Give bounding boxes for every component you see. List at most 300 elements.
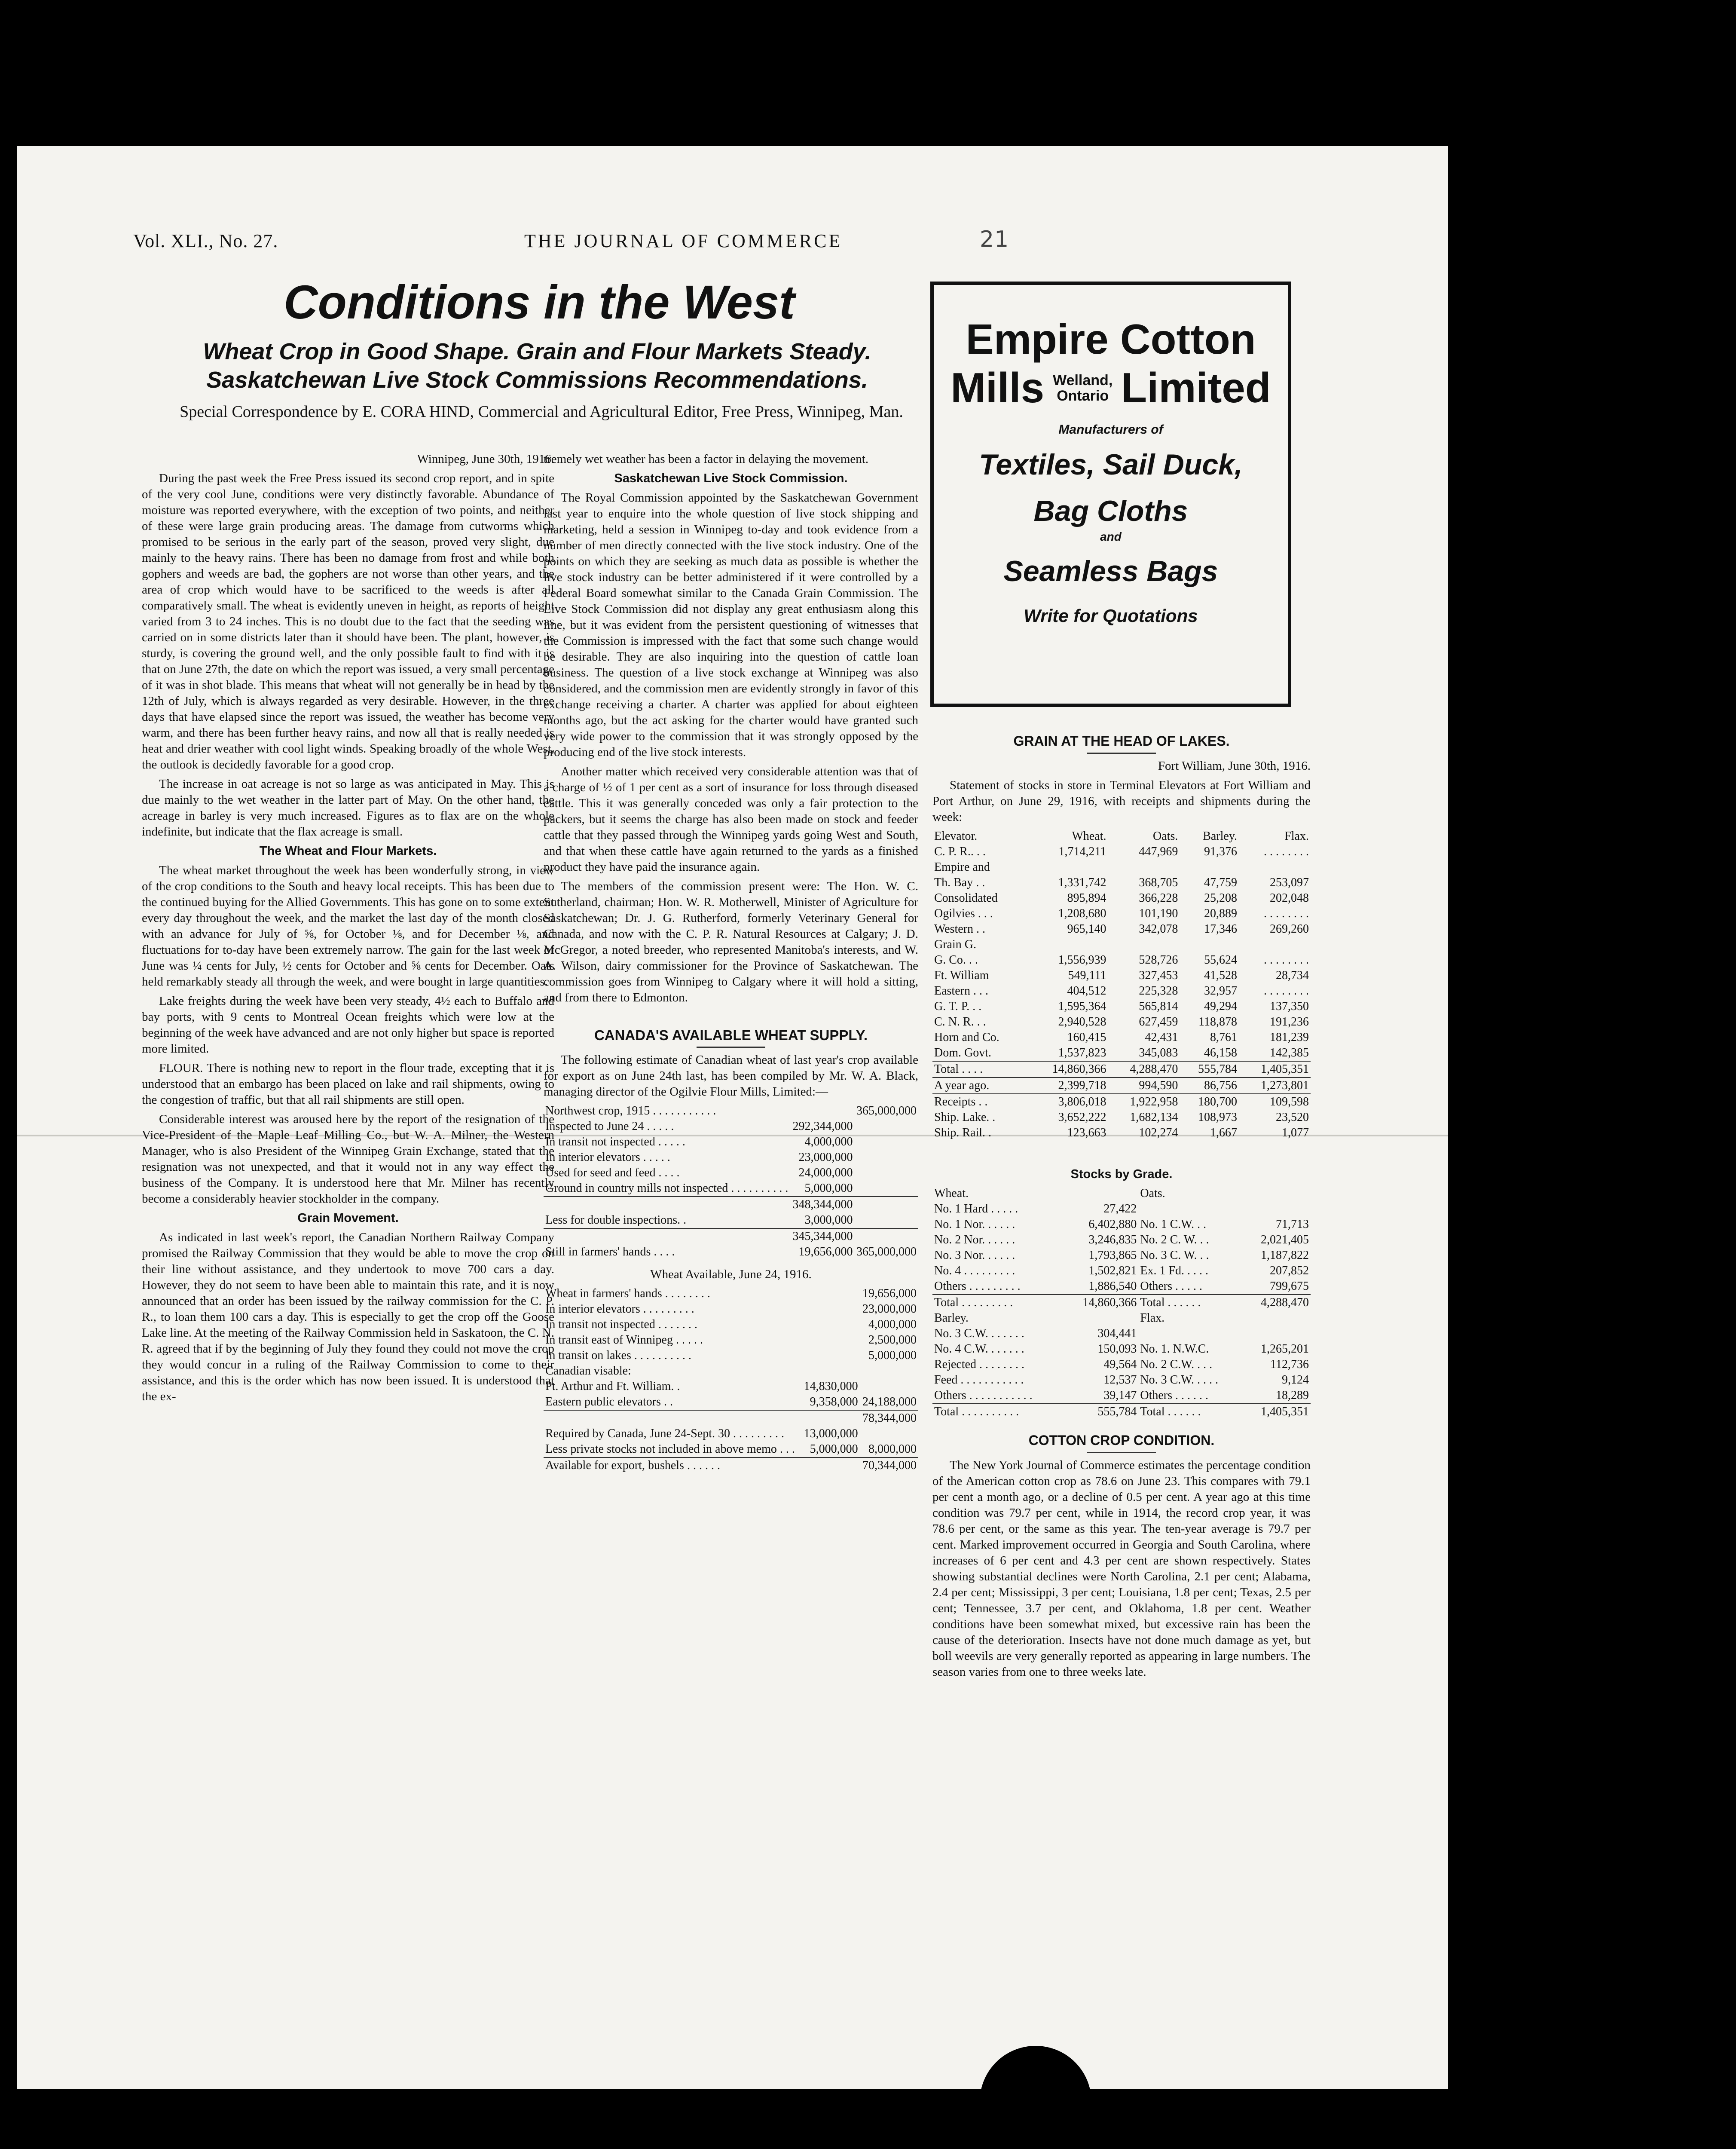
- row-value: [1244, 1201, 1311, 1217]
- row-value: 3,652,222: [1058, 1111, 1106, 1124]
- table-row: [932, 1232, 1311, 1248]
- table-row: [932, 1061, 1311, 1078]
- table-row: [544, 1244, 918, 1260]
- row-label: G. Co. . .: [934, 953, 978, 967]
- table-row: [932, 1217, 1311, 1232]
- row-label: Dom. Govt.: [934, 1046, 991, 1059]
- subtitle-line-2: Saskatchewan Live Stock Commissions Recommendations.: [206, 367, 868, 393]
- row-value: 181,239: [1270, 1031, 1309, 1044]
- cotton-crop-title: COTTON CROP CONDITION.: [1028, 1433, 1215, 1448]
- row-value: 1,537,823: [1058, 1046, 1106, 1059]
- total-label: Total . . . . . .: [1138, 1404, 1244, 1420]
- row-value: [1028, 937, 1108, 952]
- stocks-by-grade-title: Stocks by Grade.: [1070, 1167, 1173, 1181]
- row-value: 8,000,000: [868, 1442, 917, 1456]
- row-label: Others . . . . .: [1140, 1280, 1203, 1293]
- row-label: Grain G.: [934, 938, 976, 951]
- row-value: 8,761: [1210, 1031, 1238, 1044]
- row-value: 12,537: [1103, 1373, 1137, 1387]
- total-value: 555,784: [1064, 1404, 1138, 1420]
- blank: [1244, 1310, 1311, 1326]
- table-row: [544, 1228, 918, 1244]
- table-row: [932, 1372, 1311, 1388]
- row-value: 565,814: [1139, 1000, 1178, 1013]
- row-label: Inspected to June 24 . . . . .: [545, 1120, 674, 1133]
- row-label: Others . . . . . . . . .: [934, 1280, 1021, 1293]
- divider: [697, 1047, 765, 1048]
- row-value: 46,158: [1204, 1046, 1238, 1059]
- column-header: Barley.: [1203, 830, 1238, 843]
- row-value: 447,969: [1139, 845, 1178, 858]
- table-row: [932, 1326, 1311, 1341]
- row-value: [855, 1119, 918, 1134]
- column-header: Barley.: [934, 1311, 969, 1325]
- paragraph: FLOUR. There is nothing new to report in the flour trade, excepting that it is understood that an embargo has been placed on lake and rail shipments, owing to the congestion of traffic, but that all rail shipments are still open.: [142, 1061, 554, 1107]
- row-value: [1244, 1326, 1311, 1341]
- table-row: [932, 1357, 1311, 1372]
- grain-lakes-title: GRAIN AT THE HEAD OF LAKES.: [1013, 733, 1230, 749]
- row-value: 6,402,880: [1088, 1218, 1137, 1231]
- dateline: Fort William, June 30th, 1916.: [1158, 759, 1311, 773]
- blank: [1064, 1310, 1138, 1326]
- row-value: [855, 1181, 918, 1197]
- row-label: C. N. R. . .: [934, 1015, 986, 1029]
- paragraph: The wheat market throughout the week has been wonderfully strong, in view of the crop conditions to the South and heavy local receipts. This has been due to the continued buying for the Allied Governments. This has gone on to some extent every day throughout the week, and the market the last day of the month closed with an advance for July of ⅝, for October ⅛, and for December ⅛, and fluctuations for to-day have been extremely narrow. The gain for the last week of June was ¼ cents for July, ½ cents for October and ⅝ cents for December. Oats held remarkably steady all through the week, and were bought in large quantities.: [142, 863, 554, 989]
- table-row: [932, 1030, 1311, 1045]
- byline: Special Correspondence by E. CORA HIND, Commercial and Agricultural Editor, Free Press, Winnipeg, Man.: [180, 403, 903, 421]
- ink-blot: [430, 2145, 477, 2149]
- row-label: No. 1 Hard . . . . .: [934, 1202, 1018, 1215]
- stocks-by-grade-table: [932, 1186, 1311, 1420]
- table-row: [544, 1197, 918, 1212]
- row-value: 4,000,000: [868, 1318, 917, 1331]
- total-label: Total . . . . . .: [1138, 1295, 1244, 1310]
- row-value: 4,000,000: [804, 1135, 853, 1148]
- table-row: [932, 1295, 1311, 1310]
- row-label: [544, 1228, 791, 1244]
- row-value: 1,077: [1282, 1126, 1309, 1139]
- row-value: 137,350: [1270, 1000, 1309, 1013]
- row-label: C. P. R.. . .: [934, 845, 986, 858]
- paragraph: The New York Journal of Commerce estimates the percentage condition of the American cotton crop as 78.6 on June 23. This compares with 79.1 per cent a month ago, or a decline of 0.5 per cent. A year ago at this time condition was 79.7 per cent, while in 1914, the record crop year, it was 78.6 per cent, or the same as this year. The ten-year average is 79.7 per cent. Marked improvement occurred in Georgia and South Carolina, where increases of 6 per cent and 4.3 per cent are shown respectively. States showing substantial declines were North Carolina, 2.1 per cent; Alabama, 2.4 per cent; Mississippi, 3 per cent; Louisiana, 1.8 per cent; Texas, 2.5 per cent; Tennessee, 3.7 per cent, and Oklahoma, 1.8 per cent. Weather conditions have been somewhat mixed, but excessive rain has been the cause of the deterioration. Insects have not done much damage as yet, but boll weevils are very generally reported as appearing in large numbers. The season varies from one to three weeks late.: [932, 1458, 1311, 1679]
- row-label: No. 1 C.W. . .: [1140, 1218, 1207, 1231]
- row-value: . . . . . . . .: [1264, 953, 1309, 967]
- table-row: [544, 1332, 918, 1348]
- table-row: [544, 1348, 918, 1363]
- row-value: 118,878: [1198, 1015, 1238, 1029]
- blank: [1244, 1186, 1311, 1201]
- table-row: [544, 1394, 918, 1410]
- table-row: [932, 1248, 1311, 1263]
- article-subtitle: [129, 337, 945, 394]
- paragraph: During the past week the Free Press issued its second crop report, and in spite of the very cool June, conditions were very distinctly favorable. Abundance of moisture was reported everywhere, with the exception of two points, and neither of these were large grain producing areas. The damage from cutworms which promised to be serious in the early part of the season, proved very slight, due mainly to the heavy rains. There has been no damage from frost and while both gophers and weeds are bad, the gophers are not worse than other years, and the area of crop which would have to be sacrificed to the weeds is after all comparatively small. The wheat is evidently uneven in height, as reports of height varied from 3 to 24 inches. This is no doubt due to the fact that the seeding was carried on in some districts later than it should have been. The plant, however, is sturdy, is covering the ground well, and the only possible fault to find with it is that on June 27th, the date on which the report was issued, a very small percentage of it was in shot blade. This means that wheat will not generally be in head by the 12th of July, which is always regarded as very desirable. However, in the three days that have elapsed since the report was issued, the weather has become very warm, and there has been further heavy rains, and now all that is really needed is heat and drier weather with cool light winds. Speaking broadly of the whole West, the outlook is decidedly favorable for a good crop.: [142, 471, 554, 771]
- total-value: 4,288,470: [1244, 1295, 1311, 1310]
- row-label: Pt. Arthur and Ft. William. .: [545, 1380, 680, 1393]
- row-value: 327,453: [1139, 969, 1178, 982]
- row-value: [855, 1197, 918, 1212]
- row-value: 5,000,000: [868, 1349, 917, 1362]
- row-value: 27,422: [1103, 1202, 1137, 1215]
- table-row: [932, 906, 1311, 921]
- table-row: [544, 1119, 918, 1134]
- row-value: 180,700: [1180, 1094, 1239, 1110]
- row-label: Th. Bay . .: [934, 876, 985, 889]
- row-value: 17,346: [1204, 922, 1238, 936]
- row-value: [855, 1150, 918, 1165]
- row-value: 9,124: [1282, 1373, 1309, 1387]
- row-value: 528,726: [1139, 953, 1178, 967]
- row-label: No. 2 C.W. . . .: [1140, 1358, 1213, 1371]
- row-value: 55,624: [1204, 953, 1238, 967]
- ad-product-1: Textiles, Sail Duck,: [979, 448, 1243, 481]
- table-row: [932, 875, 1311, 891]
- row-value: [860, 1426, 918, 1442]
- row-label: [544, 1197, 791, 1212]
- row-value: . . . . . . . .: [1264, 845, 1309, 858]
- row-value: 23,000,000: [862, 1302, 917, 1316]
- paragraph: Statement of stocks in store in Terminal Elevators at Fort William and Port Arthur, on June 29, 1916, with receipts and shipments during the week:: [932, 778, 1311, 824]
- row-label: Northwest crop, 1915 . . . . . . . . . . .: [545, 1104, 716, 1117]
- table-row: [932, 1014, 1311, 1030]
- empire-cotton-advertisement: [930, 282, 1291, 707]
- row-label: Ft. William: [934, 969, 989, 982]
- total-value: 14,860,366: [1064, 1295, 1138, 1310]
- row-value: 1,187,822: [1261, 1249, 1309, 1262]
- row-value: [801, 1301, 859, 1317]
- row-label: Ground in country mills not inspected . . . . . . . . . .: [545, 1182, 789, 1195]
- row-value: 3,806,018: [1028, 1094, 1108, 1110]
- row-label: Canadian visable:: [545, 1364, 631, 1378]
- table-row: [932, 1263, 1311, 1279]
- section-heading: The Wheat and Flour Markets.: [259, 844, 437, 858]
- ad-company-line: [934, 364, 1288, 412]
- row-value: 123,663: [1067, 1126, 1106, 1139]
- table-row: [932, 968, 1311, 983]
- row-value: 3,246,835: [1088, 1233, 1137, 1246]
- row-value: [860, 1379, 918, 1394]
- table-row: [932, 1404, 1311, 1420]
- row-value: 1,265,201: [1261, 1342, 1309, 1356]
- row-value: [801, 1348, 859, 1363]
- article-column-3: [932, 731, 1311, 1684]
- article-column-1: [142, 451, 554, 1408]
- table-row: [932, 1201, 1311, 1217]
- paragraph: tremely wet weather has been a factor in delaying the movement.: [544, 452, 869, 466]
- row-label: In transit east of Winnipeg . . . . .: [545, 1333, 703, 1347]
- row-label: Less private stocks not included in above memo . . .: [545, 1442, 795, 1456]
- ad-and: and: [1100, 530, 1122, 543]
- table-row: [544, 1426, 918, 1442]
- table-row: [932, 1078, 1311, 1094]
- total-value: 1,405,351: [1244, 1404, 1311, 1420]
- paragraph: Lake freights during the week have been very steady, 4½ each to Buffalo and bay ports, with 9 cents to Montreal Ocean freights which were low at the beginning of the week have advanced and are not only higher but space is reported more limited.: [142, 994, 554, 1056]
- row-label: [544, 1410, 801, 1426]
- row-label: Ex. 1 Fd. . . . .: [1140, 1264, 1209, 1277]
- row-label: Required by Canada, June 24-Sept. 30 . . . . . . . . .: [545, 1427, 785, 1440]
- wheat-supply-title: CANADA'S AVAILABLE WHEAT SUPPLY.: [594, 1027, 868, 1043]
- row-value: 3,000,000: [804, 1213, 853, 1227]
- row-label: Wheat in farmers' hands . . . . . . . .: [545, 1287, 710, 1300]
- ad-mills: Mills: [951, 364, 1045, 411]
- row-value: 965,140: [1067, 922, 1106, 936]
- row-value: 19,656,000: [798, 1245, 853, 1258]
- row-value: 39,147: [1103, 1389, 1137, 1402]
- row-value: 109,598: [1239, 1094, 1311, 1110]
- row-value: [801, 1332, 859, 1348]
- row-label: In transit not inspected . . . . .: [545, 1135, 685, 1148]
- row-label: No. 2 Nor. . . . . .: [934, 1233, 1015, 1246]
- table-row: [544, 1301, 918, 1317]
- row-value: 1,886,540: [1088, 1280, 1137, 1293]
- article-column-2: [544, 451, 918, 1473]
- table-row: [544, 1457, 918, 1473]
- row-value: 799,675: [1270, 1280, 1309, 1293]
- table-row: [544, 1181, 918, 1197]
- wheat-available-title: Wheat Available, June 24, 1916.: [650, 1267, 812, 1281]
- blank: [1064, 1186, 1138, 1201]
- wheat-available-table: [544, 1286, 918, 1473]
- row-value: 70,344,000: [860, 1457, 918, 1473]
- table-row: [932, 1279, 1311, 1295]
- row-value: 1,331,742: [1058, 876, 1106, 889]
- row-value: 23,000,000: [798, 1151, 853, 1164]
- table-row: [932, 937, 1311, 952]
- row-value: 191,236: [1270, 1015, 1309, 1029]
- row-value: 25,208: [1204, 891, 1238, 905]
- row-value: 253,097: [1270, 876, 1309, 889]
- row-value: 202,048: [1270, 891, 1309, 905]
- table-row: [544, 1286, 918, 1301]
- row-value: [1239, 937, 1311, 952]
- row-value: 23,520: [1276, 1111, 1309, 1124]
- column-header: Flax.: [1284, 830, 1309, 843]
- row-value: 348,344,000: [791, 1197, 854, 1212]
- row-value: 14,830,000: [804, 1380, 858, 1393]
- total-value: 555,784: [1180, 1061, 1239, 1078]
- row-value: 150,093: [1097, 1342, 1137, 1356]
- table-row: [544, 1212, 918, 1228]
- ad-headline: Empire Cotton: [966, 315, 1256, 363]
- row-label: Horn and Co.: [934, 1031, 999, 1044]
- row-value: 1,714,211: [1058, 845, 1106, 858]
- row-value: 41,528: [1204, 969, 1238, 982]
- row-value: . . . . . . . .: [1264, 907, 1309, 920]
- table-row: [544, 1165, 918, 1181]
- row-value: 1,502,821: [1088, 1264, 1137, 1277]
- row-label: Ship. Lake. .: [934, 1111, 996, 1124]
- ad-welland: Welland,: [1053, 372, 1113, 389]
- table-row: [544, 1363, 918, 1379]
- row-value: 365,000,000: [856, 1245, 917, 1258]
- total-label: Total . . . . . . . . .: [932, 1295, 1064, 1310]
- row-value: 342,078: [1139, 922, 1178, 936]
- row-value: 42,431: [1145, 1031, 1178, 1044]
- total-label: Total . . . .: [932, 1061, 1028, 1078]
- row-label: Still in farmers' hands . . . .: [545, 1245, 675, 1258]
- grain-lakes-table: [932, 829, 1311, 1141]
- row-value: [860, 1363, 918, 1379]
- table-row: [932, 1310, 1311, 1326]
- row-label: Available for export, bushels . . . . . .: [544, 1457, 801, 1473]
- total-label: Total . . . . . . . . . .: [932, 1404, 1064, 1420]
- column-header: Oats.: [1153, 830, 1178, 843]
- row-value: 366,228: [1139, 891, 1178, 905]
- column-header: Oats.: [1140, 1187, 1165, 1200]
- paragraph: Considerable interest was aroused here by the report of the resignation of the Vice-President of the Maple Leaf Milling Co., but W. A. Milner, the Western Manager, who is also President of the Winnipeg Grain Exchange, stated that the resignation was not unexpected, and that it would not in any way effect the business of the Company. It is understood here that Mr. Milner has recently become a considerably heavier stockholder in the company.: [142, 1112, 554, 1206]
- section-heading: Saskatchewan Live Stock Commission.: [614, 471, 848, 485]
- row-value: 627,459: [1139, 1015, 1178, 1029]
- row-value: 345,083: [1139, 1046, 1178, 1059]
- paragraph: As indicated in last week's report, the Canadian Northern Railway Company promised the Railway Commission that they would be able to move the crop on their line without assistance, and they undertook to move 700 cars a day. However, they do not seem to have been able to maintain this rate, and it is now announced that an order has been issued by the railway commission for the C. P. R., to loan them 100 cars a day. This is especially to get the crop off the Goose Lake line. At the meeting of the Railway Commission held in Saskatoon, the C. N. R. agreed that if by the beginning of July they found they could not move the crop they would concur in a ruling of the Railway Commission to come to their assistance, and this is the order which has now been issued. It is understood that the ex-: [142, 1231, 554, 1403]
- row-value: [1239, 860, 1311, 875]
- row-value: 71,713: [1276, 1218, 1309, 1231]
- row-value: 225,328: [1139, 984, 1178, 998]
- table-row: [932, 829, 1311, 844]
- row-value: 24,000,000: [798, 1166, 853, 1179]
- row-value: 5,000,000: [804, 1182, 853, 1195]
- row-value: [801, 1317, 859, 1332]
- row-label: No. 3 C.W. . . . .: [1140, 1373, 1219, 1387]
- row-value: 2,021,405: [1261, 1233, 1309, 1246]
- row-value: [791, 1103, 854, 1119]
- row-value: 1,273,801: [1239, 1078, 1311, 1094]
- row-value: 91,376: [1204, 845, 1238, 858]
- row-value: 18,289: [1276, 1389, 1309, 1402]
- row-label: In transit on lakes . . . . . . . . . .: [545, 1349, 691, 1362]
- row-label: Eastern . . .: [934, 984, 988, 998]
- ad-manufacturers-of: Manufacturers of: [1058, 422, 1163, 437]
- table-row: [932, 1094, 1311, 1110]
- row-label: No. 2 C. W. . .: [1140, 1233, 1209, 1246]
- row-label: No. 4 C.W. . . . . . .: [934, 1342, 1024, 1356]
- row-value: 142,385: [1270, 1046, 1309, 1059]
- row-value: [1028, 860, 1108, 875]
- row-value: 20,889: [1204, 907, 1238, 920]
- row-value: 1,793,865: [1088, 1249, 1137, 1262]
- row-value: 47,759: [1204, 876, 1238, 889]
- row-value: 895,894: [1067, 891, 1106, 905]
- table-row: [932, 1186, 1311, 1201]
- row-value: 549,111: [1068, 969, 1106, 982]
- table-row: [544, 1317, 918, 1332]
- table-row: [932, 1125, 1311, 1141]
- row-label: Used for seed and feed . . . .: [545, 1166, 680, 1179]
- row-value: [855, 1212, 918, 1228]
- total-value: 1,405,351: [1239, 1061, 1311, 1078]
- table-row: [932, 1341, 1311, 1357]
- row-value: 108,973: [1198, 1111, 1238, 1124]
- ad-limited: Limited: [1121, 364, 1271, 411]
- total-value: 4,288,470: [1108, 1061, 1180, 1078]
- row-value: 994,590: [1108, 1078, 1180, 1094]
- table-row: [932, 952, 1311, 968]
- wheat-supply-table: [544, 1103, 918, 1260]
- row-value: 404,512: [1067, 984, 1106, 998]
- row-value: 2,399,718: [1028, 1078, 1108, 1094]
- row-value: 101,190: [1139, 907, 1178, 920]
- row-value: 28,734: [1276, 969, 1309, 982]
- row-value: [1180, 937, 1239, 952]
- table-row: [544, 1134, 918, 1150]
- row-value: [1108, 860, 1180, 875]
- row-label: [1138, 1201, 1244, 1217]
- row-label: Consolidated: [934, 891, 998, 905]
- dateline: Winnipeg, June 30th, 1916.: [417, 452, 554, 466]
- journal-title: THE JOURNAL OF COMMERCE: [524, 230, 843, 251]
- row-label: No. 1. N.W.C.: [1140, 1342, 1209, 1356]
- row-label: No. 3 C. W. . .: [1140, 1249, 1209, 1262]
- row-value: [801, 1457, 859, 1473]
- row-value: 32,957: [1204, 984, 1238, 998]
- row-value: 86,756: [1180, 1078, 1239, 1094]
- paragraph: The members of the commission present were: The Hon. W. C. Sutherland, chairman; Hon. W. R. Motherwell, Minister of Agriculture for Saskatchewan; Dr. J. G. Rutherford, formerly Veterinary General for Canada, and now with the C. P. R. Natural Resources at Calgary; J. D. McGregor, a noted breeder, who represented Manitoba's interests, and W. A. Wilson, dairy commissioner for the Province of Saskatchewan. The commission goes from Winnipeg to Calgary where it will hold a sitting, and from there to Edmonton.: [544, 879, 918, 1004]
- row-value: 1,556,939: [1058, 953, 1106, 967]
- row-value: 207,852: [1270, 1264, 1309, 1277]
- ad-product-2: Bag Cloths: [1033, 495, 1188, 527]
- table-row: [932, 1045, 1311, 1061]
- row-value: 49,294: [1204, 1000, 1238, 1013]
- row-label: Ogilvies . . .: [934, 907, 993, 920]
- row-label: Others . . . . . .: [1140, 1389, 1209, 1402]
- row-value: 13,000,000: [804, 1427, 858, 1440]
- row-value: 49,564: [1103, 1358, 1137, 1371]
- row-label: In interior elevators . . . . . . . . .: [545, 1302, 694, 1316]
- row-value: 9,358,000: [810, 1395, 858, 1408]
- row-value: 269,260: [1270, 922, 1309, 936]
- row-value: 1,682,134: [1130, 1111, 1178, 1124]
- row-value: [855, 1228, 918, 1244]
- table-row: [932, 891, 1311, 906]
- row-value: [1108, 937, 1180, 952]
- row-value: [855, 1134, 918, 1150]
- page-number: 21: [980, 227, 1009, 252]
- row-value: 102,274: [1139, 1126, 1178, 1139]
- row-value: 292,344,000: [792, 1120, 853, 1133]
- row-label: Ship. Rail. .: [934, 1126, 992, 1139]
- column-header: Wheat.: [934, 1187, 969, 1200]
- row-label: Empire and: [934, 860, 990, 874]
- paragraph: The following estimate of Canadian wheat of last year's crop available for export as on June 24th last, has been compiled by Mr. W. A. Black, managing director of the Ogilvie Flour Mills, Limited:—: [544, 1053, 918, 1099]
- row-value: 1,667: [1210, 1126, 1238, 1139]
- paragraph: Another matter which received very considerable attention was that of a charge of ½ of 1 per cent as a sort of insurance for loss through diseased cattle. This it was generally conceded was only a fair protection to the packers, but it seems the charge has also been made on stock and feeder cattle that they passed through the Winnipeg yards going West and South, and that when these cattle have again returned to the yards as a finished product they have paid the insurance again.: [544, 765, 918, 874]
- table-row: [932, 844, 1311, 860]
- divider: [1087, 1452, 1156, 1453]
- column-header: Elevator.: [934, 830, 978, 843]
- table-row: [544, 1379, 918, 1394]
- total-value: 14,860,366: [1028, 1061, 1108, 1078]
- table-row: [932, 860, 1311, 875]
- row-value: 19,656,000: [862, 1287, 917, 1300]
- row-label: In interior elevators . . . . .: [545, 1151, 670, 1164]
- row-value: 78,344,000: [860, 1410, 918, 1426]
- ad-write-for-quotations: Write for Quotations: [1024, 606, 1198, 626]
- ad-ontario: Ontario: [1057, 387, 1109, 404]
- row-value: 112,736: [1270, 1358, 1309, 1371]
- table-row: [932, 983, 1311, 999]
- row-value: [1180, 860, 1239, 875]
- row-value: 5,000,000: [810, 1442, 858, 1456]
- row-value: 304,441: [1097, 1327, 1137, 1340]
- row-value: 365,000,000: [856, 1104, 917, 1117]
- row-value: [801, 1363, 859, 1379]
- row-label: A year ago.: [932, 1078, 1028, 1094]
- paragraph: The increase in oat acreage is not so large as was anticipated in May. This is due mainly to the wet weather in the latter part of May. On the other hand, the acreage in barley is very much increased. Figures as to flax are on the whole indefinite, but indicate that the flax acreage is small.: [142, 777, 554, 839]
- table-row: [932, 1110, 1311, 1125]
- row-value: 1,595,364: [1058, 1000, 1106, 1013]
- row-label: Feed . . . . . . . . . . .: [934, 1373, 1024, 1387]
- row-value: 2,940,528: [1058, 1015, 1106, 1029]
- volume-number: Vol. XLI., No. 27.: [133, 230, 278, 251]
